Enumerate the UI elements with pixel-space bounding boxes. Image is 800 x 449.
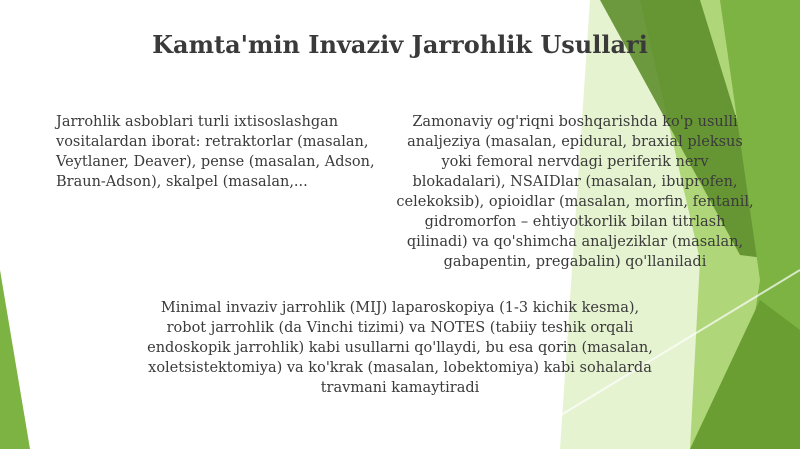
left-text-block: Jarrohlik asboblari turli ixtisoslashgan vositalardan iborat: retraktorlar (masalan, Veytlaner, Deaver), pense (masalan, Adson, Braun-Adson), skalpel (masalan,... [56,114,375,190]
left-green-wedge [0,270,30,449]
slide-title: Kamta'min Invaziv Jarrohlik Usullari [152,30,648,59]
bottom-text-block: Minimal invaziv jarrohlik (MIJ) laparoskopiya (1-3 kichik kesma), robot jarrohlik (da Vinchi tizimi) va NOTES (tabiiy teshik orqali endoskopik jarrohlik) kabi usullarni qo'llaydi, bu esa qorin (masalan, xoletsistektomiya) va ko'krak (masalan, lobektomiya) kabi sohalarda travmani kamaytiradi [147,300,653,396]
right-text-block: Zamonaviy og'riqni boshqarishda ko'p usulli analjeziya (masalan, epidural, braxial pleksus yoki femoral nervdagi periferik nerv blokadalari), NSAIDlar (masalan, ibuprofen, celekoksib), opioidlar (masalan, morfin, fentanil, gidromorfon – ehtiyotkorlik bilan titrlash qilinadi) va qo'shimcha analjeziklar (masalan, gabapentin, pregabalin) qo'llaniladi [396,114,754,270]
